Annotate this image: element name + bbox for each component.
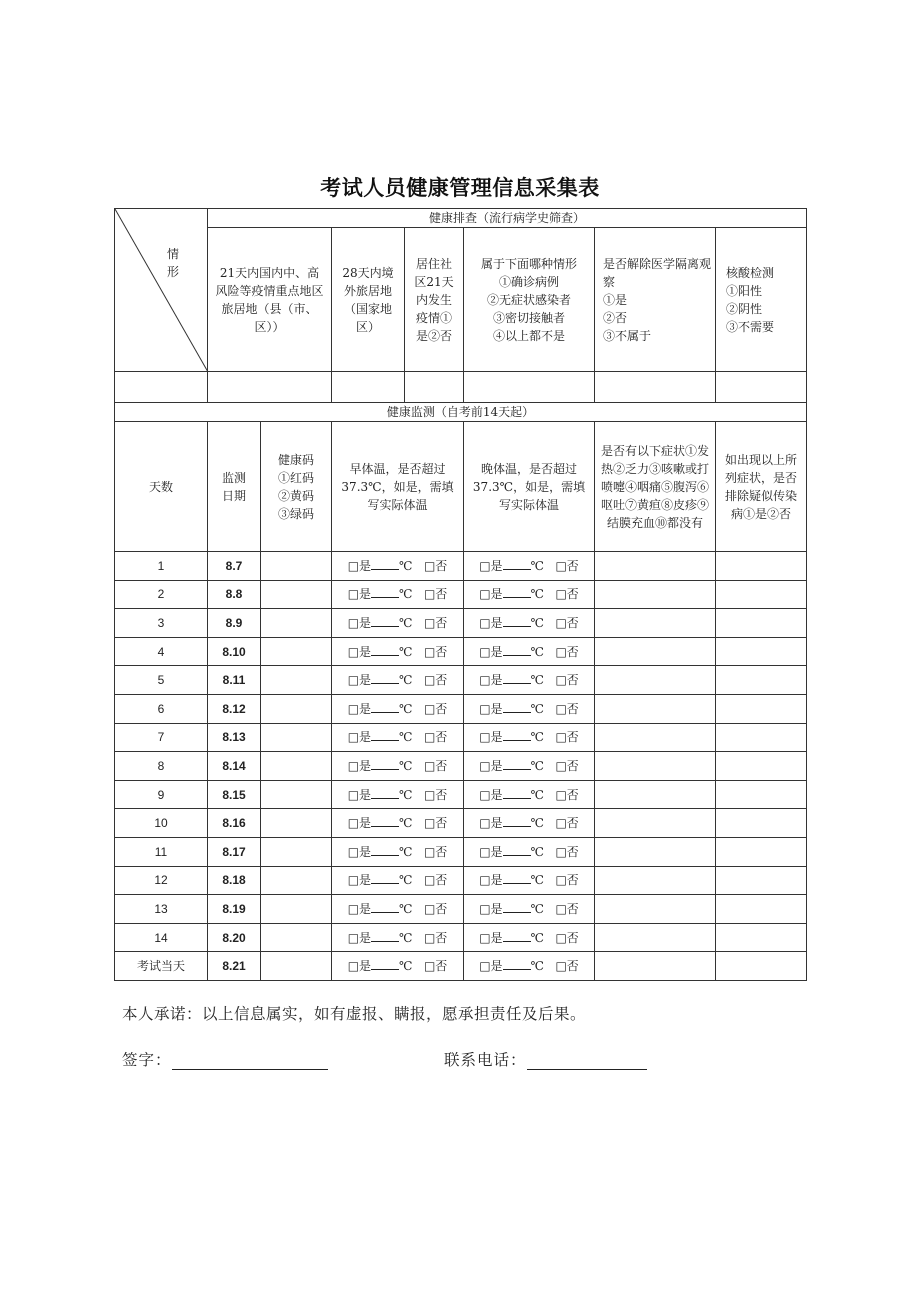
- nucleic-option: ①阳性: [726, 283, 763, 298]
- no-option[interactable]: □否: [555, 959, 579, 974]
- morning-temp-cell: [332, 694, 464, 723]
- no-option[interactable]: □否: [555, 615, 579, 630]
- health-code-cell[interactable]: [261, 809, 332, 838]
- health-code-title: 健康码: [277, 452, 314, 467]
- health-code-cell[interactable]: [261, 694, 332, 723]
- monitoring-section-title: 健康监测（自考前14天起）: [115, 403, 807, 422]
- evening-temp-cell: [464, 809, 595, 838]
- screening-section-title: 健康排查（流行病学史筛查）: [208, 209, 807, 228]
- no-option[interactable]: □否: [423, 816, 448, 831]
- answer-cell[interactable]: [208, 372, 332, 403]
- celsius-unit: ℃: [530, 787, 544, 802]
- yes-option[interactable]: □是: [347, 901, 372, 916]
- symptoms-cell[interactable]: [595, 952, 716, 981]
- date-cell: 8.15: [208, 780, 261, 809]
- no-option[interactable]: □否: [423, 673, 448, 688]
- no-option[interactable]: □否: [423, 701, 448, 716]
- symptoms-cell[interactable]: [595, 694, 716, 723]
- symptoms-cell[interactable]: [595, 837, 716, 866]
- date-cell: 8.12: [208, 694, 261, 723]
- no-option[interactable]: □否: [555, 558, 579, 573]
- evening-temp-blank[interactable]: [503, 757, 531, 770]
- exclude-cell[interactable]: [716, 837, 807, 866]
- quarantine-option: ②否: [603, 310, 628, 325]
- corner-cell: [115, 209, 208, 372]
- day-cell: 14: [115, 923, 208, 952]
- celsius-unit: ℃: [399, 644, 413, 659]
- yes-option[interactable]: □是: [479, 816, 503, 831]
- diagonal-line: [115, 209, 208, 372]
- table-row: [115, 666, 807, 695]
- celsius-unit: ℃: [399, 844, 413, 859]
- health-code-cell[interactable]: [261, 637, 332, 666]
- exclude-cell[interactable]: [716, 866, 807, 895]
- answer-cell: [115, 372, 208, 403]
- yes-option[interactable]: □是: [479, 787, 503, 802]
- case-type-option: ④以上都不是: [492, 328, 565, 343]
- no-option[interactable]: □否: [555, 673, 579, 688]
- morning-temp-blank[interactable]: [371, 757, 399, 770]
- yes-option[interactable]: □是: [347, 673, 372, 688]
- date-cell: 8.18: [208, 866, 261, 895]
- exclude-cell[interactable]: [716, 552, 807, 581]
- table-row: [115, 780, 807, 809]
- no-option[interactable]: □否: [423, 959, 448, 974]
- yes-option[interactable]: □是: [479, 930, 503, 945]
- evening-temp-blank[interactable]: [503, 671, 531, 684]
- celsius-unit: ℃: [530, 730, 544, 745]
- no-option[interactable]: □否: [555, 644, 579, 659]
- morning-temp-cell: [332, 895, 464, 924]
- yes-option[interactable]: □是: [347, 644, 372, 659]
- morning-temp-cell: [332, 723, 464, 752]
- table-row: [115, 752, 807, 781]
- date-cell: 8.10: [208, 637, 261, 666]
- health-code-cell[interactable]: [261, 752, 332, 781]
- morning-temp-cell: [332, 866, 464, 895]
- morning-temp-cell: [332, 952, 464, 981]
- exclude-cell[interactable]: [716, 580, 807, 609]
- day-cell: 5: [115, 666, 208, 695]
- yes-option[interactable]: □是: [347, 615, 372, 630]
- answer-cell[interactable]: [595, 372, 716, 403]
- case-type-title: 属于下面哪种情形: [480, 256, 577, 271]
- no-option[interactable]: □否: [555, 587, 579, 602]
- morning-temp-blank[interactable]: [371, 871, 399, 884]
- yes-option[interactable]: □是: [347, 816, 372, 831]
- morning-temp-blank[interactable]: [371, 585, 399, 598]
- yes-option[interactable]: □是: [479, 959, 503, 974]
- date-cell: 8.16: [208, 809, 261, 838]
- yes-option[interactable]: □是: [479, 587, 503, 602]
- table-row: [115, 866, 807, 895]
- no-option[interactable]: □否: [423, 587, 448, 602]
- exclude-cell[interactable]: [716, 609, 807, 638]
- morning-temp-cell: [332, 809, 464, 838]
- answer-cell[interactable]: [716, 372, 807, 403]
- day-cell: 1: [115, 552, 208, 581]
- header-quarantine: [595, 228, 716, 372]
- morning-temp-blank[interactable]: [371, 671, 399, 684]
- morning-temp-cell: [332, 837, 464, 866]
- yes-option[interactable]: □是: [479, 730, 503, 745]
- no-option[interactable]: □否: [555, 758, 579, 773]
- exclude-cell[interactable]: [716, 723, 807, 752]
- celsius-unit: ℃: [399, 730, 413, 745]
- symptoms-cell[interactable]: [595, 666, 716, 695]
- header-evening-temp: 晚体温，是否超过37.3℃，如是，需填写实际体温: [464, 422, 595, 552]
- morning-temp-blank[interactable]: [371, 643, 399, 656]
- case-type-option: ③密切接触者: [492, 310, 565, 325]
- health-code-cell[interactable]: [261, 580, 332, 609]
- celsius-unit: ℃: [399, 701, 413, 716]
- evening-temp-blank[interactable]: [503, 957, 531, 970]
- celsius-unit: ℃: [530, 930, 544, 945]
- nucleic-option: ②阴性: [726, 301, 763, 316]
- celsius-unit: ℃: [399, 901, 413, 916]
- evening-temp-cell: [464, 923, 595, 952]
- date-cell: 8.17: [208, 837, 261, 866]
- celsius-unit: ℃: [399, 959, 413, 974]
- corner-label: 情形: [166, 247, 197, 279]
- yes-option[interactable]: □是: [347, 844, 372, 859]
- header-date: 监测日期: [208, 422, 261, 552]
- evening-temp-cell: [464, 637, 595, 666]
- nucleic-option: ③不需要: [726, 319, 775, 334]
- evening-temp-blank[interactable]: [503, 814, 531, 827]
- yes-option[interactable]: □是: [479, 701, 503, 716]
- symptoms-cell[interactable]: [595, 637, 716, 666]
- exclude-cell[interactable]: [716, 752, 807, 781]
- celsius-unit: ℃: [399, 758, 413, 773]
- day-cell: 考试当天: [115, 952, 208, 981]
- date-cell: 8.20: [208, 923, 261, 952]
- evening-temp-cell: [464, 837, 595, 866]
- header-abroad: 28天内境外旅居地（国家地区）: [332, 228, 405, 372]
- yes-option[interactable]: □是: [479, 615, 503, 630]
- date-cell: 8.11: [208, 666, 261, 695]
- header-health-code: [261, 422, 332, 552]
- exclude-cell[interactable]: [716, 923, 807, 952]
- celsius-unit: ℃: [399, 615, 413, 630]
- day-cell: 3: [115, 609, 208, 638]
- morning-temp-blank[interactable]: [371, 700, 399, 713]
- morning-temp-blank[interactable]: [371, 614, 399, 627]
- phone-line: [444, 1048, 647, 1070]
- health-code-option: ①红码: [277, 470, 314, 485]
- no-option[interactable]: □否: [555, 844, 579, 859]
- table-row: [115, 952, 807, 981]
- exclude-cell[interactable]: [716, 895, 807, 924]
- no-option[interactable]: □否: [423, 758, 448, 773]
- celsius-unit: ℃: [399, 787, 413, 802]
- no-option[interactable]: □否: [423, 930, 448, 945]
- yes-option[interactable]: □是: [347, 787, 372, 802]
- table-row: [115, 895, 807, 924]
- quarantine-title: 是否解除医学隔离观察: [603, 256, 712, 289]
- header-day: 天数: [115, 422, 208, 552]
- celsius-unit: ℃: [530, 644, 544, 659]
- yes-option[interactable]: □是: [347, 873, 372, 888]
- celsius-unit: ℃: [530, 844, 544, 859]
- morning-temp-cell: [332, 923, 464, 952]
- yes-option[interactable]: □是: [479, 844, 503, 859]
- symptoms-cell[interactable]: [595, 895, 716, 924]
- yes-option[interactable]: □是: [479, 673, 503, 688]
- health-code-cell[interactable]: [261, 866, 332, 895]
- day-cell: 9: [115, 780, 208, 809]
- health-code-cell[interactable]: [261, 609, 332, 638]
- celsius-unit: ℃: [399, 673, 413, 688]
- signature-field[interactable]: [172, 1053, 328, 1070]
- exclude-cell[interactable]: [716, 780, 807, 809]
- exclude-cell[interactable]: [716, 666, 807, 695]
- evening-temp-cell: [464, 580, 595, 609]
- date-cell: 8.9: [208, 609, 261, 638]
- yes-option[interactable]: □是: [347, 558, 372, 573]
- table-row: [115, 837, 807, 866]
- yes-option[interactable]: □是: [347, 959, 372, 974]
- health-code-cell[interactable]: [261, 952, 332, 981]
- symptoms-cell[interactable]: [595, 552, 716, 581]
- day-cell: 4: [115, 637, 208, 666]
- header-case-type: [464, 228, 595, 372]
- morning-temp-cell: [332, 752, 464, 781]
- health-code-cell[interactable]: [261, 780, 332, 809]
- yes-option[interactable]: □是: [479, 758, 503, 773]
- table-row: [115, 552, 807, 581]
- header-community: 居住社区21天内发生疫情①是②否: [405, 228, 464, 372]
- promise-statement: 本人承诺：以上信息属实，如有虚报、瞒报，愿承担责任及后果。: [122, 1005, 587, 1023]
- morning-temp-cell: [332, 552, 464, 581]
- celsius-unit: ℃: [530, 901, 544, 916]
- health-code-cell[interactable]: [261, 723, 332, 752]
- answer-cell[interactable]: [464, 372, 595, 403]
- yes-option[interactable]: □是: [479, 873, 503, 888]
- header-exclude: 如出现以上所列症状，是否排除疑似传染病①是②否: [716, 422, 807, 552]
- health-code-option: ③绿码: [277, 506, 314, 521]
- morning-temp-cell: [332, 609, 464, 638]
- date-cell: 8.8: [208, 580, 261, 609]
- page-title: 考试人员健康管理信息采集表: [320, 176, 600, 200]
- nucleic-title: 核酸检测: [726, 265, 775, 280]
- evening-temp-blank[interactable]: [503, 900, 531, 913]
- exclude-cell[interactable]: [716, 694, 807, 723]
- celsius-unit: ℃: [530, 558, 544, 573]
- morning-temp-blank[interactable]: [371, 728, 399, 741]
- celsius-unit: ℃: [399, 873, 413, 888]
- table-row: [115, 694, 807, 723]
- celsius-unit: ℃: [530, 587, 544, 602]
- celsius-unit: ℃: [530, 615, 544, 630]
- no-option[interactable]: □否: [423, 873, 448, 888]
- morning-temp-cell: [332, 637, 464, 666]
- health-code-cell[interactable]: [261, 552, 332, 581]
- day-cell: 13: [115, 895, 208, 924]
- exclude-cell[interactable]: [716, 809, 807, 838]
- no-option[interactable]: □否: [423, 558, 448, 573]
- evening-temp-blank[interactable]: [503, 557, 531, 570]
- day-cell: 8: [115, 752, 208, 781]
- yes-option[interactable]: □是: [347, 587, 372, 602]
- symptoms-cell[interactable]: [595, 809, 716, 838]
- celsius-unit: ℃: [530, 758, 544, 773]
- answer-cell[interactable]: [405, 372, 464, 403]
- symptoms-cell[interactable]: [595, 609, 716, 638]
- symptoms-cell[interactable]: [595, 866, 716, 895]
- celsius-unit: ℃: [530, 959, 544, 974]
- celsius-unit: ℃: [530, 816, 544, 831]
- date-cell: 8.19: [208, 895, 261, 924]
- symptoms-cell[interactable]: [595, 723, 716, 752]
- day-cell: 10: [115, 809, 208, 838]
- no-option[interactable]: □否: [423, 901, 448, 916]
- quarantine-option: ①是: [603, 292, 628, 307]
- morning-temp-blank[interactable]: [371, 900, 399, 913]
- health-code-option: ②黄码: [277, 488, 314, 503]
- evening-temp-blank[interactable]: [503, 700, 531, 713]
- health-code-cell[interactable]: [261, 666, 332, 695]
- evening-temp-blank[interactable]: [503, 871, 531, 884]
- table-row: [115, 923, 807, 952]
- celsius-unit: ℃: [399, 816, 413, 831]
- exclude-cell[interactable]: [716, 637, 807, 666]
- exclude-cell[interactable]: [716, 952, 807, 981]
- no-option[interactable]: □否: [423, 844, 448, 859]
- symptoms-cell[interactable]: [595, 752, 716, 781]
- quarantine-option: ③不属于: [603, 328, 652, 343]
- no-option[interactable]: □否: [423, 730, 448, 745]
- no-option[interactable]: □否: [555, 816, 579, 831]
- morning-temp-blank[interactable]: [371, 814, 399, 827]
- header-risk-area: 21天内国内中、高风险等疫情重点地区旅居地（县（市、区））: [208, 228, 332, 372]
- no-option[interactable]: □否: [423, 615, 448, 630]
- no-option[interactable]: □否: [555, 730, 579, 745]
- morning-temp-cell: [332, 666, 464, 695]
- health-code-cell[interactable]: [261, 895, 332, 924]
- day-cell: 6: [115, 694, 208, 723]
- evening-temp-blank[interactable]: [503, 786, 531, 799]
- evening-temp-cell: [464, 666, 595, 695]
- morning-temp-blank[interactable]: [371, 557, 399, 570]
- header-symptoms: 是否有以下症状①发热②乏力③咳嗽或打喷嚏④咽痛⑤腹泻⑥呕吐⑦黄疸⑧皮疹⑨结膜充血⑩都没有: [595, 422, 716, 552]
- sign-label: 签字：: [122, 1051, 172, 1069]
- header-morning-temp: 早体温，是否超过37.3℃，如是，需填写实际体温: [332, 422, 464, 552]
- table-row: [115, 809, 807, 838]
- evening-temp-cell: [464, 609, 595, 638]
- date-cell: 8.7: [208, 552, 261, 581]
- evening-temp-blank[interactable]: [503, 929, 531, 942]
- answer-cell[interactable]: [332, 372, 405, 403]
- no-option[interactable]: □否: [555, 873, 579, 888]
- phone-field[interactable]: [527, 1053, 647, 1070]
- yes-option[interactable]: □是: [347, 758, 372, 773]
- health-code-cell[interactable]: [261, 837, 332, 866]
- yes-option[interactable]: □是: [479, 558, 503, 573]
- celsius-unit: ℃: [399, 930, 413, 945]
- screening-answer-row: [115, 372, 807, 403]
- table-row: [115, 580, 807, 609]
- evening-temp-cell: [464, 694, 595, 723]
- morning-temp-blank[interactable]: [371, 929, 399, 942]
- no-option[interactable]: □否: [555, 930, 579, 945]
- day-cell: 2: [115, 580, 208, 609]
- evening-temp-blank[interactable]: [503, 728, 531, 741]
- celsius-unit: ℃: [399, 587, 413, 602]
- symptoms-cell[interactable]: [595, 580, 716, 609]
- health-info-table: [114, 208, 807, 981]
- evening-temp-blank[interactable]: [503, 585, 531, 598]
- celsius-unit: ℃: [530, 701, 544, 716]
- table-row: [115, 723, 807, 752]
- no-option[interactable]: □否: [555, 901, 579, 916]
- day-cell: 7: [115, 723, 208, 752]
- evening-temp-cell: [464, 952, 595, 981]
- morning-temp-blank[interactable]: [371, 957, 399, 970]
- celsius-unit: ℃: [530, 873, 544, 888]
- case-type-option: ②无症状感染者: [486, 292, 571, 307]
- table-row: [115, 637, 807, 666]
- symptoms-cell[interactable]: [595, 780, 716, 809]
- evening-temp-blank[interactable]: [503, 843, 531, 856]
- morning-temp-blank[interactable]: [371, 843, 399, 856]
- day-cell: 11: [115, 837, 208, 866]
- yes-option[interactable]: □是: [347, 730, 372, 745]
- celsius-unit: ℃: [530, 673, 544, 688]
- evening-temp-cell: [464, 752, 595, 781]
- health-code-cell[interactable]: [261, 923, 332, 952]
- signature-line: [122, 1048, 328, 1070]
- no-option[interactable]: □否: [555, 787, 579, 802]
- morning-temp-cell: [332, 580, 464, 609]
- morning-temp-blank[interactable]: [371, 786, 399, 799]
- case-type-option: ①确诊病例: [498, 274, 559, 289]
- evening-temp-cell: [464, 723, 595, 752]
- day-cell: 12: [115, 866, 208, 895]
- date-cell: 8.13: [208, 723, 261, 752]
- table-row: [115, 609, 807, 638]
- yes-option[interactable]: □是: [479, 644, 503, 659]
- evening-temp-blank[interactable]: [503, 643, 531, 656]
- morning-temp-cell: [332, 780, 464, 809]
- yes-option[interactable]: □是: [479, 901, 503, 916]
- phone-label: 联系电话：: [444, 1051, 527, 1069]
- header-nucleic-test: [716, 228, 807, 372]
- evening-temp-blank[interactable]: [503, 614, 531, 627]
- yes-option[interactable]: □是: [347, 701, 372, 716]
- evening-temp-cell: [464, 552, 595, 581]
- date-cell: 8.14: [208, 752, 261, 781]
- no-option[interactable]: □否: [423, 787, 448, 802]
- evening-temp-cell: [464, 895, 595, 924]
- celsius-unit: ℃: [399, 558, 413, 573]
- yes-option[interactable]: □是: [347, 930, 372, 945]
- no-option[interactable]: □否: [555, 701, 579, 716]
- evening-temp-cell: [464, 866, 595, 895]
- symptoms-cell[interactable]: [595, 923, 716, 952]
- no-option[interactable]: □否: [423, 644, 448, 659]
- evening-temp-cell: [464, 780, 595, 809]
- date-cell: 8.21: [208, 952, 261, 981]
